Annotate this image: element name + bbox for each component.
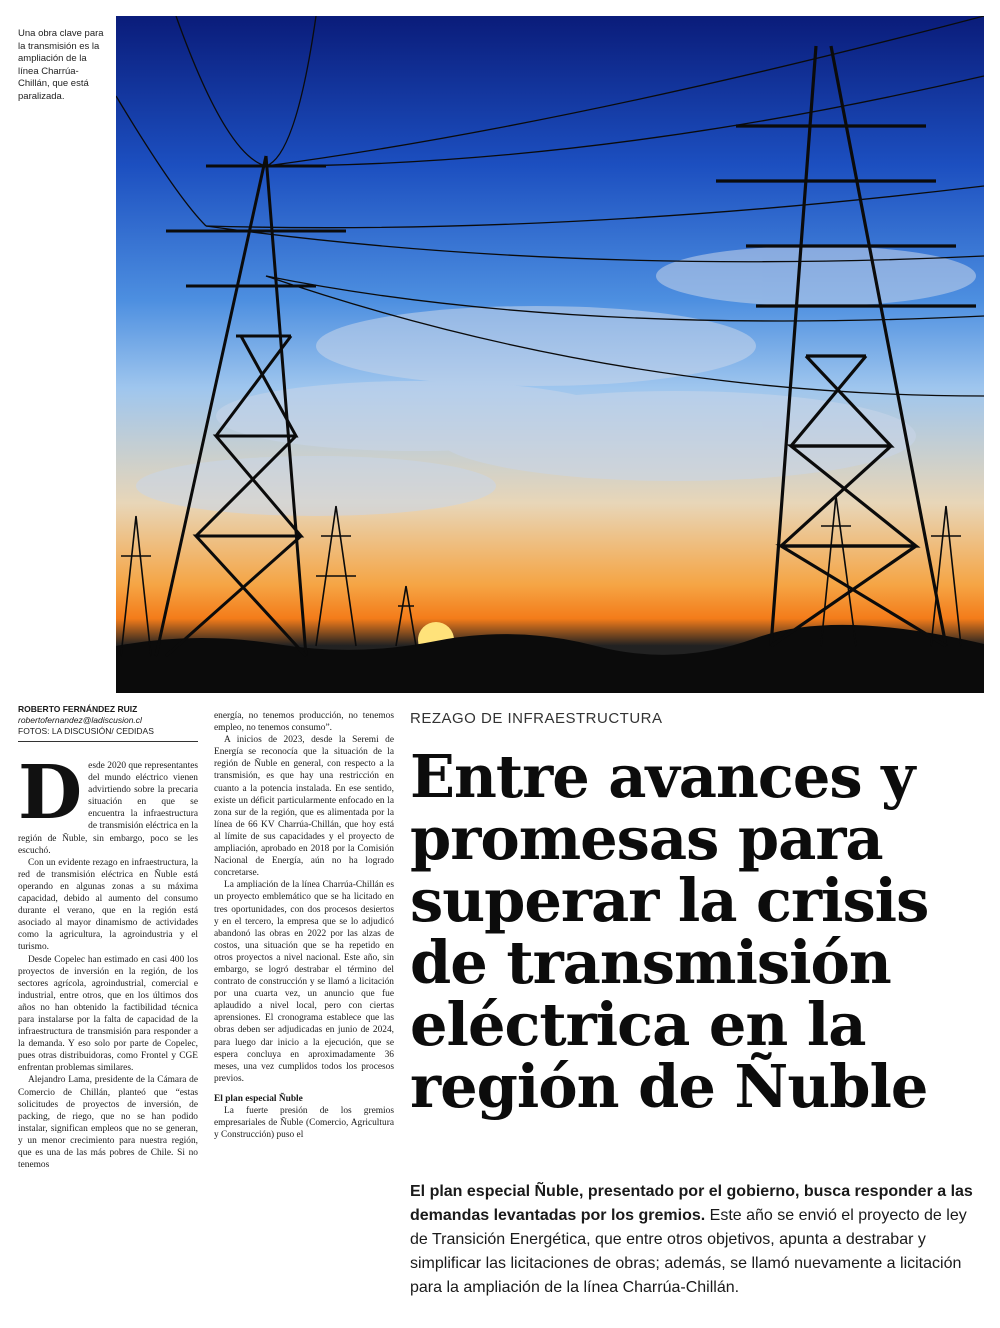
- byline: [18, 704, 198, 742]
- lead-paragraph: [410, 1180, 988, 1300]
- headline: Entre avances y promesas para superar la crisis de transmisión eléctrica en la región de Ñuble: [410, 742, 929, 1121]
- body-paragraph: La ampliación de la línea Charrúa-Chillán es un proyecto emblemático que se ha licitado en tres oportunidades, con dos procesos desiertos y en el tercero, la empresa que se lo adjudicó abandonó las obras en 2022 por las alzas de costos, una situación que se ha repetido en otros proyectos a nivel nacional. Este año, sin embargo, se logró destrabar el término del contrato de construcción y se llamó a licitación por una cuarta vez, un anuncio que fue aplaudido a nivel local, pero con ciertas aprensiones. El cronograma establece que las obras deben ser adjudicadas en junio de 2024, para luego dar inicio a la ejecución, que se espera concluya en aproximadamente 36 meses, una vez cumplidos todos los procesos previos.: [214, 880, 394, 1084]
- sunset-towers-illustration: [116, 16, 984, 693]
- body-paragraph: [18, 750, 198, 857]
- body-paragraph: energía, no tenemos producción, no tenemos empleo, no tenemos consumo”.: [214, 711, 394, 734]
- body-paragraph: Alejandro Lama, presidente de la Cámara de Comercio de Chillán, planteó que “estas solicitudes de proyectos de inversión, de packing, de riego, que no se han podido instalar, significan empleos que no se generan, y un menor crecimiento para nuestra región, que es una de las más pobres de Chile. Si no tenemos: [18, 1075, 198, 1171]
- section-label: REZAGO DE INFRAESTRUCTURA: [410, 710, 663, 727]
- body-paragraph: Desde Copelec han estimado en casi 400 los proyectos de inversión en la región, de los sectores agrícola, agroindustrial, comercial e industrial, entre otros, que en los últimos dos años no han obtenido la factibilidad técnica para instalarse por la falta de capacidad de la infraestructura de transmisión para responder a la demanda. Y eso solo por parte de Copelec, pues otras distribuidoras, como Frontel y CGE enfrentan problemas similares.: [18, 954, 198, 1074]
- paragraph-text: esde 2020 que representantes del mundo eléctrico vienen advirtiendo sobre la precaria situación en que se encuentra la infraestructura de transmisión eléctrica en la región de Ñuble, sin embargo, poco se les escuchó.: [18, 761, 198, 856]
- photo-caption: Una obra clave para la transmisión es la ampliación de la línea Charrúa-Chillán, que está paralizada.: [18, 28, 104, 102]
- author-name: ROBERTO FERNÁNDEZ RUIZ: [18, 704, 138, 714]
- body-paragraph: A inicios de 2023, desde la Seremi de Energía se reconocía que la situación de la región de Ñuble en general, con respecto a la transmisión, es que hay una restricción en cuanto a la potencia instalada. En ese sentido, existe un déficit particularmente enfocado en la zona sur de la región, que es alimentada por la línea de 66 KV Charrúa-Chillán, que hoy está al límite de sus capacidades y el proyecto de ampliación, aprobado en 2018 por la Comisión Nacional de Energía, aún no ha logrado concretarse.: [214, 735, 394, 879]
- byline-divider: [18, 741, 198, 742]
- body-paragraph: La fuerte presión de los gremios empresariales de Ñuble (Comercio, Agricultura y Construcción) puso el: [214, 1106, 394, 1141]
- drop-cap: D: [18, 750, 83, 836]
- body-column-2: [214, 710, 394, 1141]
- photo-credit: FOTOS: LA DISCUSIÓN/ CEDIDAS: [18, 726, 154, 736]
- body-column-1: [18, 750, 198, 1171]
- author-email: robertofernandez@ladiscusion.cl: [18, 715, 142, 725]
- lead-bold: El plan especial Ñuble, presentado por el gobierno, busca responder a las demandas levantadas por los gremios.: [410, 1183, 973, 1224]
- subheading: El plan especial Ñuble: [214, 1093, 303, 1104]
- lead-text: Este año se envió el proyecto de ley de Transición Energética, que entre otros objetivos, apunta a destrabar y simplificar las licitaciones de obras; además, se llamó nuevamente a licitación para la ampliación de la línea Charrúa-Chillán.: [410, 1207, 967, 1296]
- transmission-towers-photo: [116, 16, 984, 693]
- body-paragraph: Con un evidente rezago en infraestructura, la red de transmisión eléctrica en Ñuble está operando en algunas zonas a su máxima capacidad, debido al aumento del consumo durante el verano, que en la región está asociado al mayor dinamismo de actividades como la agricultura, la agroindustria y el turismo.: [18, 857, 198, 953]
